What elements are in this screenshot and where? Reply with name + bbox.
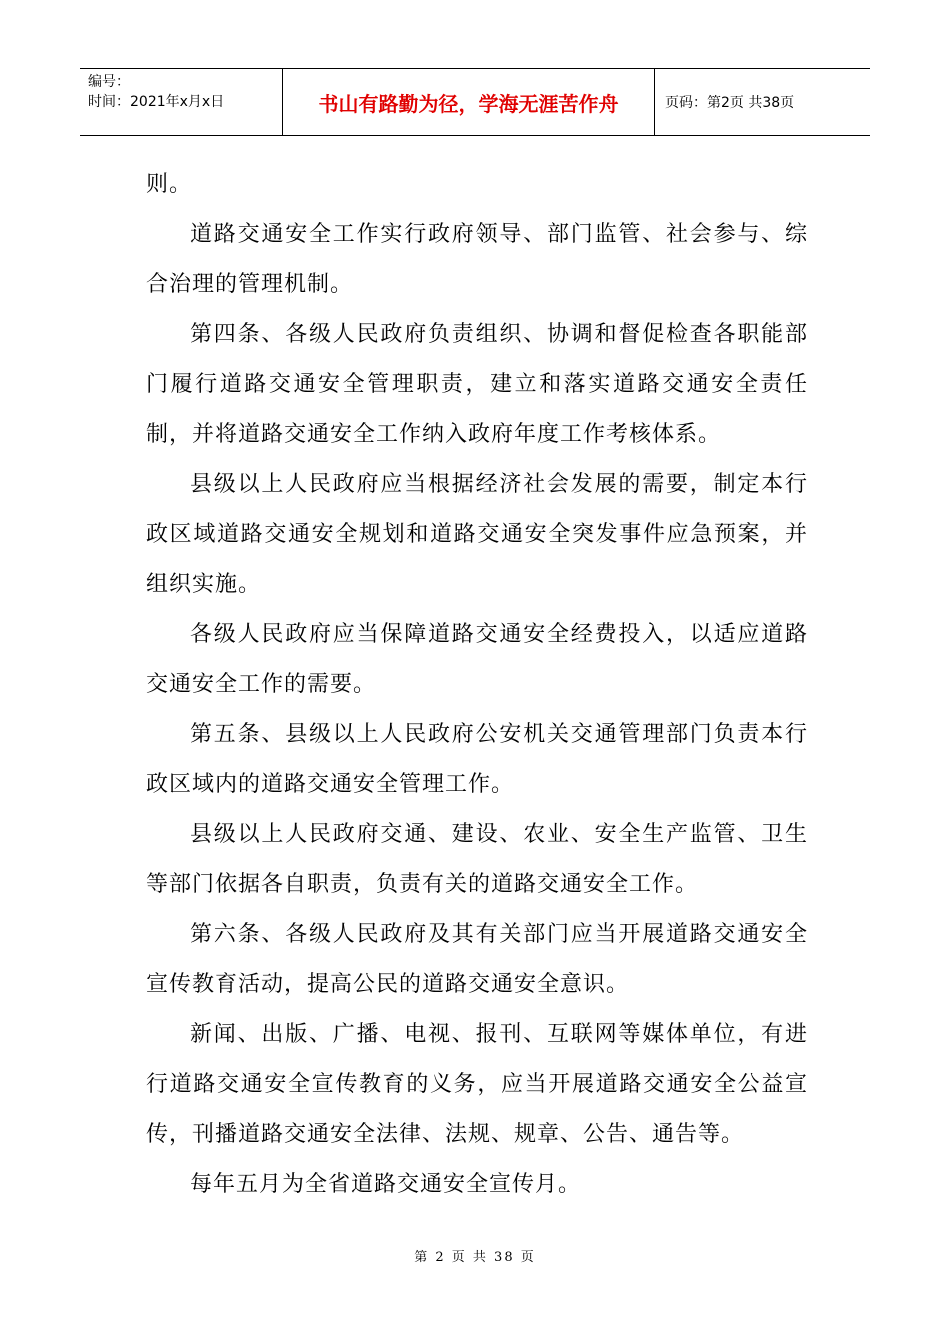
paragraph: 第四条、各级人民政府负责组织、协调和督促检查各职能部门履行道路交通安全管理职责，建立和落实道路交通安全责任制，并将道路交通安全工作纳入政府年度工作考核体系。: [146, 322, 808, 447]
paragraph: 县级以上人民政府交通、建设、农业、安全生产监管、卫生等部门依据各自职责，负责有关的道路交通安全工作。: [146, 822, 808, 897]
paragraph: 县级以上人民政府应当根据经济社会发展的需要，制定本行政区域道路交通安全规划和道路交通安全突发事件应急预案，并组织实施。: [146, 472, 808, 597]
paragraph: 则。: [146, 172, 193, 197]
header-meta-cell: [80, 69, 283, 135]
paragraph: 新闻、出版、广播、电视、报刊、互联网等媒体单位，有进行道路交通安全宣传教育的义务，应当开展道路交通安全公益宣传，刊播道路交通安全法律、法规、规章、公告、通告等。: [146, 1022, 808, 1147]
document-date-label: 时间：2021年x月x日: [88, 94, 225, 110]
paragraph: 每年五月为全省道路交通安全宣传月。: [190, 1172, 582, 1197]
document-body: [146, 160, 808, 1210]
paragraph: 各级人民政府应当保障道路交通安全经费投入，以适应道路交通安全工作的需要。: [146, 622, 808, 697]
page-footer: 第 2 页 共 38 页: [414, 1250, 536, 1265]
paragraph: 第五条、县级以上人民政府公安机关交通管理部门负责本行政区域内的道路交通安全管理工作。: [146, 722, 808, 797]
paragraph: 道路交通安全工作实行政府领导、部门监管、社会参与、综合治理的管理机制。: [146, 222, 808, 297]
document-number-label: 编号：: [88, 74, 130, 90]
header-motto: 书山有路勤为径，学海无涯苦作舟: [283, 69, 655, 135]
paragraph: 第六条、各级人民政府及其有关部门应当开展道路交通安全宣传教育活动，提高公民的道路交通安全意识。: [146, 922, 808, 997]
header-page-info: 页码：第2页 共38页: [665, 95, 795, 111]
page-header: [80, 68, 870, 136]
